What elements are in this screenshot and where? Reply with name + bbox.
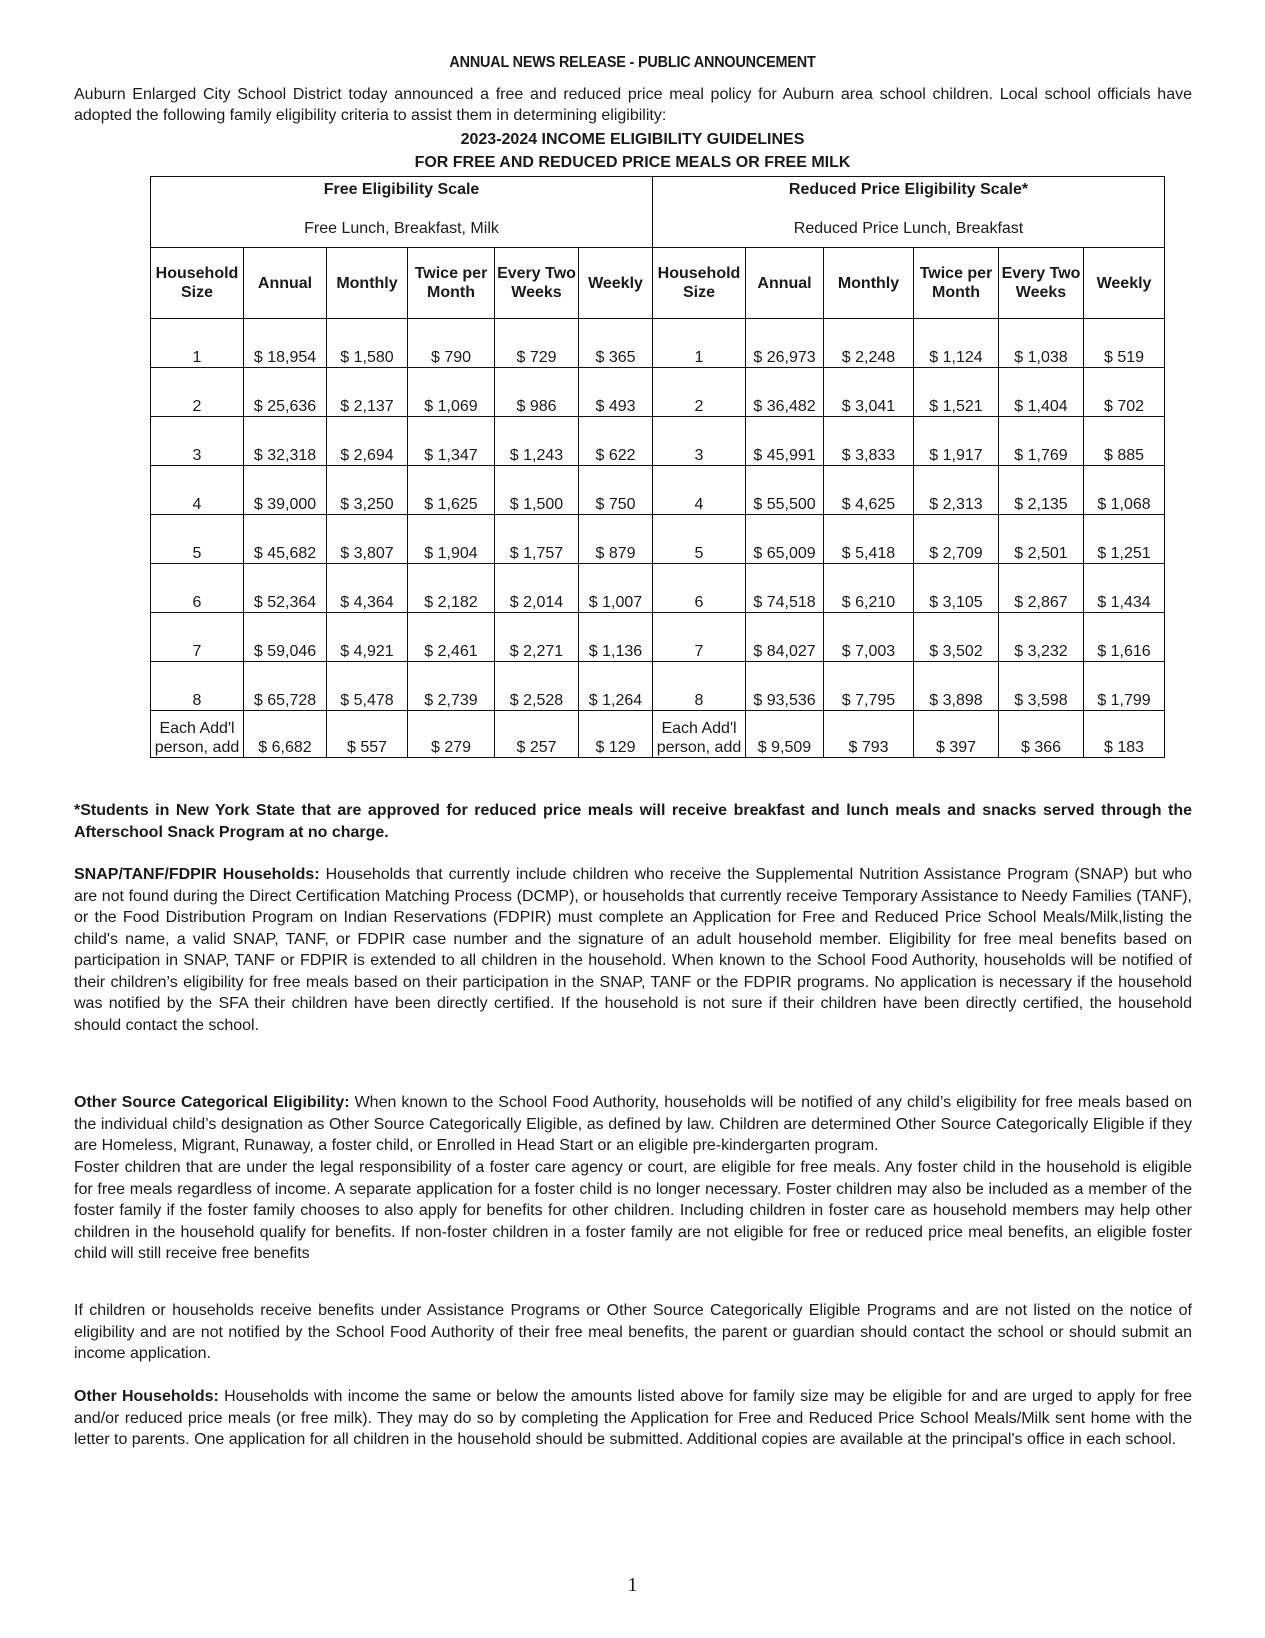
reduced-table-cell: 3 [653,417,746,466]
free-table-cell: $ 279 [408,711,495,758]
reduced-table-cell: 5 [653,515,746,564]
free-table-cell: 3 [151,417,244,466]
free-table-cell: $ 2,461 [408,613,495,662]
reduced-table-cell: $ 793 [824,711,914,758]
reduced-table-cell: $ 3,598 [999,662,1084,711]
table-row [151,319,1165,368]
free-table-cell: 5 [151,515,244,564]
reduced-price-note: *Students in New York State that are approved for reduced price meals will receive breakfast and lunch meals and snacks served through the Afterschool Snack Program at no charge. [74,802,1192,841]
reduced-table-cell: $ 2,135 [999,466,1084,515]
reduced-table-cell: 1 [653,319,746,368]
free-table-cell: 1 [151,319,244,368]
guidelines-title: 2023-2024 INCOME ELIGIBILITY GUIDELINES [460,131,805,148]
reduced-table-cell: $ 45,991 [746,417,824,466]
free-table-cell: $ 1,625 [408,466,495,515]
reduced-table-cell: $ 702 [1084,368,1165,417]
free-table-cell: $ 2,694 [327,417,408,466]
reduced-scale-subtitle: Reduced Price Lunch, Breakfast [793,220,1024,237]
reduced-table-cell: $ 93,536 [746,662,824,711]
other-source-text: When known to the School Food Authority, households will be notified of any child’s eligibility for free meals based on the individual child’s designation as Other Source Categorically Eligible, as defined by law. Children are determined Other Source Categorically Eligible if they are Homeless, Migrant, Runaway, a foster child, or Enrolled in Head Start or an eligible pre-kindergarten program. [74,1094,1192,1154]
free-scale-header [151,177,653,248]
free-table-cell: $ 2,271 [495,613,579,662]
free-table-cell: $ 52,364 [244,564,327,613]
free-table-cell: $ 365 [579,319,653,368]
table-row [151,368,1165,417]
free-table-cell: $ 2,528 [495,662,579,711]
reduced-table-cell: $ 36,482 [746,368,824,417]
free-table-cell: $ 1,069 [408,368,495,417]
free-table-cell: 4 [151,466,244,515]
reduced-table-cell: $ 1,799 [1084,662,1165,711]
free-table-cell: $ 1,904 [408,515,495,564]
table-row [151,515,1165,564]
reduced-column-header: Annual [746,248,824,319]
free-table-cell: $ 557 [327,711,408,758]
free-table-cell: $ 1,007 [579,564,653,613]
reduced-table-cell: $ 3,502 [914,613,999,662]
free-table-cell: $ 750 [579,466,653,515]
reduced-table-cell: 6 [653,564,746,613]
other-source-paragraph [74,1092,1192,1157]
other-households-paragraph [74,1386,1192,1451]
other-households-text: Households with income the same or below the amounts listed above for family size may be eligible for and are urged to apply for free and/or reduced price meals (or free milk). They may do so by completing the Application for Free and Reduced Price School Meals/Milk sent home with the letter to parents. One application for all children in the household should be submitted. Additional copies are available at the principal's office in each school. [74,1388,1192,1448]
free-table-cell: 6 [151,564,244,613]
reduced-table-cell: $ 1,769 [999,417,1084,466]
free-table-cell: $ 59,046 [244,613,327,662]
reduced-table-cell: 8 [653,662,746,711]
free-table-cell: $ 879 [579,515,653,564]
reduced-table-cell: $ 1,434 [1084,564,1165,613]
reduced-table-cell: $ 2,248 [824,319,914,368]
free-table-cell: $ 2,137 [327,368,408,417]
reduced-table-cell: $ 9,509 [746,711,824,758]
reduced-table-cell: $ 1,124 [914,319,999,368]
reduced-table-cell: $ 3,105 [914,564,999,613]
free-column-header: Monthly [327,248,408,319]
snap-text: Households that currently include children who receive the Supplemental Nutrition Assistance Program (SNAP) but who are not found during the Direct Certification Matching Process (DCMP), or households that currently receive Temporary Assistance to Needy Families (TANF), or the Food Distribution Program on Indian Reservations (FDPIR) must complete an Application for Free and Reduced Price School Meals/Milk,listing the child's name, a valid SNAP, TANF, or FDPIR case number and the signature of an adult household member. Eligibility for free meal benefits based on participation in SNAP, TANF or FDPIR is extended to all children in the household. When known to the School Food Authority, households will be notified of their children’s eligibility for free meals based on their participation in the SNAP, TANF or the FDPIR programs. No application is necessary if the household was notified by the SFA their children have been directly certified. If the household is not sure if their children have been directly certified, the household should contact the school. [74,866,1193,1034]
intro-paragraph: Auburn Enlarged City School District today announced a free and reduced price meal policy for Auburn area school children. Local school officials have adopted the following family eligibility criteria to assist them in determining eligibility: [74,86,1192,124]
reduced-table-cell: $ 26,973 [746,319,824,368]
reduced-table-cell: $ 1,068 [1084,466,1165,515]
reduced-table-cell: $ 1,038 [999,319,1084,368]
table-row [151,417,1165,466]
reduced-table-cell: $ 1,251 [1084,515,1165,564]
reduced-column-header: Twice per Month [914,248,999,319]
free-table-cell: $ 257 [495,711,579,758]
reduced-table-cell: $ 84,027 [746,613,824,662]
free-table-cell: $ 790 [408,319,495,368]
reduced-table-cell: $ 3,232 [999,613,1084,662]
other-households-heading: Other Households: [74,1388,219,1405]
reduced-table-cell: $ 519 [1084,319,1165,368]
table-row [151,613,1165,662]
free-table-cell: $ 3,250 [327,466,408,515]
reduced-table-cell: $ 3,041 [824,368,914,417]
reduced-column-header: Monthly [824,248,914,319]
free-table-cell: 2 [151,368,244,417]
column-header-row [151,248,1165,319]
free-table-cell: $ 729 [495,319,579,368]
reduced-table-cell: $ 3,898 [914,662,999,711]
free-table-cell: $ 3,807 [327,515,408,564]
free-table-cell: $ 45,682 [244,515,327,564]
reduced-table-cell: $ 4,625 [824,466,914,515]
snap-heading: SNAP/TANF/FDPIR Households: [74,866,320,883]
reduced-scale-header [653,177,1165,248]
free-column-header: Weekly [579,248,653,319]
free-table-cell: $ 1,347 [408,417,495,466]
free-table-cell: $ 493 [579,368,653,417]
table-row [151,662,1165,711]
free-table-cell: $ 32,318 [244,417,327,466]
free-table-cell: $ 4,921 [327,613,408,662]
assistance-programs-paragraph: If children or households receive benefits under Assistance Programs or Other Source Categorically Eligible Programs and are not listed on the notice of eligibility and are not notified by the School Food Authority of their free meal benefits, the parent or guardian should contact the school or should submit an income application. [74,1302,1192,1362]
reduced-table-cell: $ 2,313 [914,466,999,515]
free-table-cell: $ 4,364 [327,564,408,613]
reduced-table-cell: Each Add'l person, add [653,711,746,758]
free-table-cell: $ 622 [579,417,653,466]
reduced-table-cell: $ 6,210 [824,564,914,613]
reduced-table-cell: $ 1,917 [914,417,999,466]
reduced-column-header: Every Two Weeks [999,248,1084,319]
free-table-cell: 7 [151,613,244,662]
reduced-table-cell: $ 74,518 [746,564,824,613]
table-row [151,466,1165,515]
reduced-table-cell: $ 7,795 [824,662,914,711]
snap-tanf-fdpir-paragraph [74,864,1192,1036]
reduced-table-cell: $ 1,404 [999,368,1084,417]
free-table-cell: $ 1,580 [327,319,408,368]
reduced-table-cell: $ 1,521 [914,368,999,417]
free-table-cell: $ 65,728 [244,662,327,711]
reduced-table-cell: $ 183 [1084,711,1165,758]
free-table-cell: $ 986 [495,368,579,417]
free-table-cell: $ 1,264 [579,662,653,711]
reduced-table-cell: $ 366 [999,711,1084,758]
page-number: 1 [627,1574,638,1596]
guidelines-subtitle: FOR FREE AND REDUCED PRICE MEALS OR FREE MILK [414,154,851,171]
reduced-table-cell: $ 2,501 [999,515,1084,564]
free-table-cell: $ 1,136 [579,613,653,662]
reduced-table-cell: $ 55,500 [746,466,824,515]
reduced-column-header: Weekly [1084,248,1165,319]
foster-children-paragraph: Foster children that are under the legal responsibility of a foster care agency or court, are eligible for free meals. Any foster child in the household is eligible for free meals regardless of income. A separate application for a foster child is no longer necessary. Foster children may also be included as a member of the foster family if the foster family chooses to also apply for benefits for other children. Including children in foster care as household members may help other children in the household qualify for benefits. If non-foster children in a foster family are not eligible for free or reduced price meal benefits, an eligible foster child will still receive free benefits [74,1159,1192,1262]
free-scale-subtitle: Free Lunch, Breakfast, Milk [304,220,499,237]
free-column-header: Household Size [151,248,244,319]
table-row [151,711,1165,758]
reduced-column-header: Household Size [653,248,746,319]
reduced-table-cell: $ 5,418 [824,515,914,564]
free-table-cell: 8 [151,662,244,711]
reduced-table-cell: 4 [653,466,746,515]
reduced-table-cell: 2 [653,368,746,417]
free-scale-title: Free Eligibility Scale [323,181,480,198]
free-column-header: Annual [244,248,327,319]
reduced-table-cell: $ 2,867 [999,564,1084,613]
page-title: ANNUAL NEWS RELEASE - PUBLIC ANNOUNCEMENT [449,54,816,71]
reduced-table-cell: $ 1,616 [1084,613,1165,662]
reduced-table-cell: $ 397 [914,711,999,758]
other-source-heading: Other Source Categorical Eligibility: [74,1094,350,1111]
free-column-header: Every Two Weeks [495,248,579,319]
reduced-scale-title: Reduced Price Eligibility Scale* [788,181,1029,198]
free-table-cell: $ 1,243 [495,417,579,466]
free-table-cell: $ 2,182 [408,564,495,613]
reduced-table-cell: $ 65,009 [746,515,824,564]
income-eligibility-table [150,176,1165,758]
reduced-table-cell: $ 2,709 [914,515,999,564]
free-table-cell: $ 6,682 [244,711,327,758]
reduced-table-cell: $ 7,003 [824,613,914,662]
free-table-cell: $ 18,954 [244,319,327,368]
free-table-cell: $ 2,014 [495,564,579,613]
free-table-cell: $ 1,757 [495,515,579,564]
free-table-cell: $ 2,739 [408,662,495,711]
table-row [151,564,1165,613]
free-column-header: Twice per Month [408,248,495,319]
free-table-cell: $ 129 [579,711,653,758]
free-table-cell: $ 1,500 [495,466,579,515]
free-table-cell: $ 25,636 [244,368,327,417]
free-table-cell: Each Add'l person, add [151,711,244,758]
table-body [151,319,1165,758]
free-table-cell: $ 39,000 [244,466,327,515]
free-table-cell: $ 5,478 [327,662,408,711]
reduced-table-cell: $ 3,833 [824,417,914,466]
reduced-table-cell: 7 [653,613,746,662]
reduced-table-cell: $ 885 [1084,417,1165,466]
